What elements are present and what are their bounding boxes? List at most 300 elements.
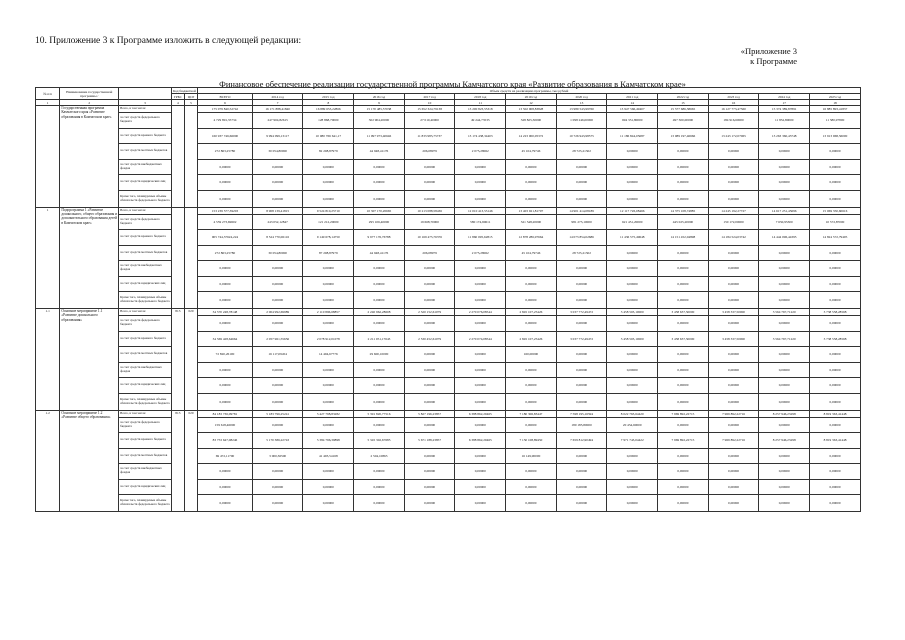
table-row <box>36 245 861 261</box>
year-value: 16 149,90000 <box>506 448 557 464</box>
year-value: 0,00000 <box>354 495 405 512</box>
year-value: 0,00000 <box>252 393 303 410</box>
year-value: 2 320 152,61079 <box>404 309 455 316</box>
year-value: 7 150 108,89450 <box>506 433 557 449</box>
header-year-3: 2016 год <box>354 94 405 100</box>
header-colnum-3: 3 <box>119 100 172 106</box>
year-value: 0,00000 <box>506 159 557 175</box>
year-value: 180 185,80000 <box>556 417 607 433</box>
year-value: 45 104,79746 <box>506 144 557 160</box>
year-value: 3 458 503,10000 <box>607 331 658 347</box>
year-value: 11 833 985,75737 <box>404 128 455 144</box>
year-value: 0,00000 <box>354 190 405 207</box>
year-value: 8 908 139,41815 <box>252 207 303 214</box>
year-value: 0,00000 <box>658 190 709 207</box>
funding-source: Всего, в том числе: <box>119 106 172 113</box>
year-value: 3 738 558,28568 <box>810 309 861 316</box>
funding-source: за счет средств федерального бюджета <box>119 417 172 433</box>
year-value: 0,00000 <box>810 378 861 394</box>
year-value: 0,00000 <box>607 347 658 363</box>
year-value: 0,00000 <box>810 393 861 410</box>
year-value: 0,00000 <box>708 464 759 480</box>
year-value: 0,00000 <box>455 159 506 175</box>
year-value: 27 010,40000 <box>404 113 455 129</box>
year-value: 16 117,09454 <box>252 347 303 363</box>
year-value: 0,00000 <box>708 175 759 191</box>
funding-source: за счет средств внебюджетных фондов <box>119 362 172 378</box>
grbs-code <box>171 207 184 309</box>
funding-source: за счет средств федерального бюджета <box>119 113 172 129</box>
year-value: 0,00000 <box>252 159 303 175</box>
header-volume: Объем средств на реализацию программы, тыс.рублей <box>198 88 861 94</box>
year-value: 14 824 572,79405 <box>810 230 861 246</box>
year-value: 0,00000 <box>607 448 658 464</box>
year-value: 49 244,73535 <box>455 113 506 129</box>
year-value: 9 994 099,13117 <box>252 128 303 144</box>
csr-code: 020 <box>184 410 197 512</box>
year-value: 243 052,12847 <box>252 214 303 230</box>
funding-source: за счет средств федерального бюджета <box>119 214 172 230</box>
year-value: 0,00000 <box>404 316 455 332</box>
year-value: 13 089 197,46666 <box>658 128 709 144</box>
header-year-5: 2018 год <box>455 94 506 100</box>
year-value: 41 493,54168 <box>303 448 354 464</box>
table-row <box>36 190 861 207</box>
year-value: 44 948,41176 <box>354 245 405 261</box>
year-value: 0,00000 <box>455 393 506 410</box>
year-value: 0,00000 <box>708 495 759 512</box>
year-value: 2 211 051,17643 <box>354 331 405 347</box>
year-value: 2 845 107,25426 <box>506 331 557 347</box>
year-value: 0,00000 <box>556 261 607 277</box>
year-value: 0,00000 <box>303 378 354 394</box>
year-value: 206,08979 <box>404 245 455 261</box>
year-value: 0,00000 <box>708 417 759 433</box>
year-value: 10 080 766 641,17 <box>303 128 354 144</box>
year-value: 0,00000 <box>658 362 709 378</box>
year-value: 0,00000 <box>404 347 455 363</box>
year-value: 8 524 770,06116 <box>252 230 303 246</box>
table-row <box>36 175 861 191</box>
table-row <box>36 144 861 160</box>
year-value: 0,00000 <box>354 276 405 292</box>
funding-source: за счет средств краевого бюджета <box>119 128 172 144</box>
year-value: 0,00000 <box>404 479 455 495</box>
year-value: 0,00000 <box>658 464 709 480</box>
year-value: 0,00000 <box>810 448 861 464</box>
year-value: 0,00000 <box>303 276 354 292</box>
year-value: 0,00000 <box>759 448 810 464</box>
year-value: 0,00000 <box>759 347 810 363</box>
year-value: 0,00000 <box>303 261 354 277</box>
total-value: 83 753 647,08246 <box>198 433 253 449</box>
year-value: 0,00000 <box>506 417 557 433</box>
year-value: 7 969 892,22716 <box>708 410 759 417</box>
year-value: 16 171 888,41840 <box>252 106 303 113</box>
year-value: 0,00000 <box>607 159 658 175</box>
year-value: 2 530 452,61079 <box>404 331 455 347</box>
year-value: 0,00000 <box>759 479 810 495</box>
year-value: 0,00000 <box>759 144 810 160</box>
year-value: 0,00000 <box>354 316 405 332</box>
header-year-11: 2024 год <box>759 94 810 100</box>
year-value: 0,00000 <box>810 495 861 512</box>
year-value: 0,00000 <box>658 347 709 363</box>
year-value: 0,00000 <box>708 479 759 495</box>
program-name: Государственная программа Камчатского края «Развитие образования в Камчатском крае» <box>60 106 119 208</box>
program-name: Основное мероприятие 1.2 «Развитие общего образования» <box>60 410 119 512</box>
row-number <box>36 106 60 208</box>
year-value: 1 098 246,00000 <box>556 113 607 129</box>
year-value: 87 208,87979 <box>303 245 354 261</box>
year-value: 9 977 176,76788 <box>354 230 405 246</box>
year-value: 580 174,90611 <box>455 214 506 230</box>
year-value: 3 458 337,50000 <box>708 309 759 316</box>
year-value: 0,00000 <box>607 362 658 378</box>
year-value: 0,00000 <box>658 417 709 433</box>
header-source <box>119 88 172 100</box>
header-colnum-18: 18 <box>810 100 861 106</box>
year-value: 0,00000 <box>708 393 759 410</box>
year-value: 0,00000 <box>404 261 455 277</box>
funding-source: за счет средств внебюджетных фондов <box>119 159 172 175</box>
funding-source: за счет средств юридических лиц <box>119 479 172 495</box>
year-value: 0,00000 <box>455 378 506 394</box>
year-value: 5 345 302,67685 <box>354 433 405 449</box>
table-row <box>36 207 861 214</box>
year-value: 13 989 543,99760 <box>556 106 607 113</box>
year-value: 0,00000 <box>607 316 658 332</box>
year-value: 11 832,80000 <box>759 113 810 129</box>
funding-source: Кроме того, планируемые объемы обязательств федерального бюджета <box>119 393 172 410</box>
year-value: 14 223 000,05372 <box>506 128 557 144</box>
year-value: 0,00000 <box>455 190 506 207</box>
year-value: 0,00000 <box>607 393 658 410</box>
funding-source: за счет средств краевого бюджета <box>119 331 172 347</box>
year-value: 0,00000 <box>506 276 557 292</box>
year-value: 12 010 413,53146 <box>455 207 506 214</box>
program-name: Основное мероприятие 1.1 «Развитие дошкольного образования» <box>60 309 119 411</box>
year-value: 3 000,36500 <box>252 448 303 464</box>
total-value: 0,00000 <box>198 362 253 378</box>
year-value: 8 819 363,41448 <box>810 433 861 449</box>
header-year-4: 2017 год <box>404 94 455 100</box>
year-value: 0,00000 <box>810 316 861 332</box>
year-value: 0,00000 <box>404 417 455 433</box>
financing-table-wrapper <box>35 87 861 512</box>
year-value: 6 388 862,29465 <box>455 410 506 417</box>
total-value: 0,00000 <box>198 292 253 309</box>
year-value: 10 572,87000 <box>810 214 861 230</box>
year-value: 14 444 096,44395 <box>759 230 810 246</box>
table-row <box>36 331 861 347</box>
year-value: 3 037 772,49472 <box>556 309 607 316</box>
table-row <box>36 347 861 363</box>
year-value: 121 212,20000 <box>303 214 354 230</box>
year-value: 7 598 195,16594 <box>556 410 607 417</box>
year-value: 0,00000 <box>303 464 354 480</box>
intro-text: 10. Приложение 3 к Программе изложить в следующей редакции: <box>35 36 302 46</box>
header-year-9: 2022 год <box>658 94 709 100</box>
year-value: 0,00000 <box>759 316 810 332</box>
table-row <box>36 433 861 449</box>
year-value: 0,00000 <box>556 495 607 512</box>
header-num: № п/п <box>36 88 60 100</box>
year-value: 0,00000 <box>506 479 557 495</box>
header-colnum-10: 10 <box>404 100 455 106</box>
year-value: 247 904,82615 <box>252 113 303 129</box>
year-value: 0,00000 <box>455 362 506 378</box>
year-value: 11 436 575,49648 <box>607 230 658 246</box>
table-row <box>36 261 861 277</box>
year-value: 11 580,97800 <box>810 113 861 129</box>
appendix-line-2: к Программе <box>750 55 797 66</box>
funding-source: за счет средств местных бюджетов <box>119 448 172 464</box>
year-value: 0,00000 <box>810 479 861 495</box>
year-value: 0,00000 <box>556 448 607 464</box>
year-value: 0,00000 <box>607 245 658 261</box>
table-row <box>36 128 861 144</box>
year-value: 0,00000 <box>354 464 405 480</box>
year-value: 0,00000 <box>708 316 759 332</box>
year-value: 5 384 796,39898 <box>303 433 354 449</box>
year-value: 0,00000 <box>708 190 759 207</box>
year-value: 0,00000 <box>810 159 861 175</box>
year-value: 621 451,20000 <box>607 214 658 230</box>
year-value: 13 243 172,07065 <box>708 128 759 144</box>
header-colnum-9: 9 <box>354 100 405 106</box>
csr-code <box>184 207 197 309</box>
year-value: 0,00000 <box>810 417 861 433</box>
year-value: 0,00000 <box>658 292 709 309</box>
year-value: 3 458 637,50000 <box>658 331 709 347</box>
year-value: 7 969 892,22715 <box>658 433 709 449</box>
header-colnum-14: 14 <box>607 100 658 106</box>
year-value: 0,00000 <box>354 175 405 191</box>
total-value: 272 863,25780 <box>198 245 253 261</box>
table-row <box>36 393 861 410</box>
year-value: 0,00000 <box>354 378 405 394</box>
table-row <box>36 479 861 495</box>
funding-source: за счет средств юридических лиц <box>119 378 172 394</box>
header-grbs: ГРБС <box>171 94 184 100</box>
funding-source: за счет средств внебюджетных фондов <box>119 464 172 480</box>
year-value: 0,00000 <box>252 316 303 332</box>
year-value: 0,00000 <box>658 495 709 512</box>
year-value: 14 617 231,45696 <box>759 207 810 214</box>
year-value: 0,00000 <box>658 261 709 277</box>
funding-source: за счет средств местных бюджетов <box>119 245 172 261</box>
total-value: 0,00000 <box>198 316 253 332</box>
header-colnum-15: 15 <box>658 100 709 106</box>
year-value: 0,00000 <box>404 362 455 378</box>
year-value: 30 054,80000 <box>252 245 303 261</box>
year-value: 9 524 810,25710 <box>303 207 354 214</box>
year-value: 0,00000 <box>607 378 658 394</box>
year-value: 7 180 306,83447 <box>506 410 557 417</box>
total-value: 272 863,25780 <box>198 144 253 160</box>
table-row <box>36 410 861 417</box>
year-value: 13 502 908,83828 <box>506 106 557 113</box>
year-value: 0,00000 <box>556 292 607 309</box>
header-name: Наименование государственной программы / <box>60 88 119 100</box>
year-value: 0,00000 <box>252 495 303 512</box>
funding-source: Всего, в том числе: <box>119 410 172 417</box>
table-row <box>36 292 861 309</box>
year-value: 0,00000 <box>708 347 759 363</box>
year-value: 0,00000 <box>759 261 810 277</box>
total-value: 0,00000 <box>198 159 253 175</box>
year-value: 0,00000 <box>556 175 607 191</box>
total-value: 159 618,46000 <box>198 417 253 433</box>
year-value: 0,00000 <box>303 417 354 433</box>
year-value: 5 183 796,25241 <box>252 410 303 417</box>
year-value: 0,00000 <box>455 292 506 309</box>
grbs-code: 813 <box>171 309 184 411</box>
year-value: 0,00000 <box>607 144 658 160</box>
header-colnum-13: 13 <box>556 100 607 106</box>
year-value: 14 184 524,03742 <box>708 230 759 246</box>
year-value: 14 151 452,04898 <box>658 230 709 246</box>
year-value: 184 916,60000 <box>708 113 759 129</box>
year-value: 0,00000 <box>455 448 506 464</box>
header-year-1: 2014 год <box>252 94 303 100</box>
total-value: 175 079 840,52742 <box>198 106 253 113</box>
year-value: 0,00000 <box>354 393 405 410</box>
year-value: 0,00000 <box>810 276 861 292</box>
year-value: 0,00000 <box>708 378 759 394</box>
header-colnum-5: 5 <box>184 100 197 106</box>
total-value: 69 472,11700 <box>198 448 253 464</box>
year-value: 15 069 350,60616 <box>810 207 861 214</box>
year-value: 0,00000 <box>303 393 354 410</box>
year-value: 5 671 188,23857 <box>404 433 455 449</box>
year-value: 0,00000 <box>658 159 709 175</box>
year-value: 0,00000 <box>607 464 658 480</box>
year-value: 14 901 414,08189 <box>556 207 607 214</box>
year-value: 8 022 763,64420 <box>607 410 658 417</box>
year-value: 8 257 946,23298 <box>759 433 810 449</box>
year-value: 7 650,95300 <box>759 214 810 230</box>
header-year-8: 2021 год <box>607 94 658 100</box>
csr-code: 020 <box>184 309 197 411</box>
year-value: 0,00000 <box>354 479 405 495</box>
year-value: 0,00000 <box>658 479 709 495</box>
year-value: 0,00000 <box>556 276 607 292</box>
year-value: 0,00000 <box>759 378 810 394</box>
year-value: 0,00000 <box>810 175 861 191</box>
funding-source: за счет средств краевого бюджета <box>119 433 172 449</box>
total-value: 84 183 736,09781 <box>198 410 253 417</box>
year-value: 8 257 946,23298 <box>759 410 810 417</box>
year-value: 0,00000 <box>404 190 455 207</box>
year-value: 82 208,87979 <box>303 144 354 160</box>
funding-source: Кроме того, планируемые объемы обязательств федерального бюджета <box>119 190 172 207</box>
year-value: 0,00000 <box>708 276 759 292</box>
year-value: 0,00000 <box>810 245 861 261</box>
total-value: 160 937 746,66000 <box>198 128 253 144</box>
year-value: 0,00000 <box>810 144 861 160</box>
header-colnum-16: 16 <box>708 100 759 106</box>
year-value: 0,00000 <box>810 292 861 309</box>
year-value: 0,00000 <box>759 495 810 512</box>
year-value: 0,00000 <box>455 495 506 512</box>
year-value: 14 375 108,74885 <box>658 207 709 214</box>
year-value: 0,00000 <box>354 159 405 175</box>
year-value: 0,00000 <box>556 378 607 394</box>
total-value: 34 569 428,64664 <box>198 331 253 347</box>
year-value: 0,00000 <box>354 417 405 433</box>
year-value: 0,00000 <box>303 362 354 378</box>
year-value: 16 885 893,41837 <box>810 106 861 113</box>
year-value: 0,00000 <box>708 362 759 378</box>
year-value: 0,00000 <box>252 378 303 394</box>
year-value: 0,00000 <box>607 276 658 292</box>
year-value: 0,00000 <box>455 276 506 292</box>
header-cs: ЦСР <box>184 94 197 100</box>
row-number: 1 <box>36 207 60 309</box>
year-value: 15 170 485,57038 <box>354 106 405 113</box>
year-value: 12 878 286,97664 <box>506 230 557 246</box>
year-value: 0,00000 <box>404 292 455 309</box>
year-value: 0,00000 <box>658 448 709 464</box>
year-value: 0,00000 <box>303 316 354 332</box>
year-value: 20 454,60000 <box>607 417 658 433</box>
funding-source: Всего, в том числе: <box>119 309 172 316</box>
year-value: 3 037 772,49472 <box>556 331 607 347</box>
year-value: 0,00000 <box>607 175 658 191</box>
year-value: 3 738 558,28568 <box>810 331 861 347</box>
year-value: 7 971 743,04422 <box>607 433 658 449</box>
total-value: 0,00000 <box>198 190 253 207</box>
header-codes: Код бюджетной <box>173 88 196 93</box>
year-value: 0,00000 <box>708 292 759 309</box>
year-value: 13 913 968,56000 <box>810 128 861 144</box>
year-value: 0,00000 <box>252 362 303 378</box>
year-value: 0,00000 <box>303 479 354 495</box>
header-colnum-8: 8 <box>303 100 354 106</box>
total-value: 0,00000 <box>198 495 253 512</box>
year-value: 5 427 798,83282 <box>303 410 354 417</box>
year-value: 0,00000 <box>556 347 607 363</box>
year-value: 3 564 767,71220 <box>759 331 810 347</box>
year-value: 0,00000 <box>404 378 455 394</box>
document-title: Финансовое обеспечение реализации государственной программы Камчатского края «Развитие образования в Камчатском крае» <box>219 79 686 89</box>
header-year-7: 2020 год <box>556 94 607 100</box>
year-value: 0,00000 <box>759 417 810 433</box>
year-value: 0,00000 <box>455 347 506 363</box>
header-year-10: 2023 год <box>708 94 759 100</box>
year-value: 0,00000 <box>404 393 455 410</box>
year-value: 206,08979 <box>404 144 455 160</box>
year-value: 0,00000 <box>303 292 354 309</box>
year-value: 0,00000 <box>404 175 455 191</box>
year-value: 0,00000 <box>455 261 506 277</box>
year-value: 981 273,10000 <box>556 214 607 230</box>
year-value: 0,00000 <box>607 261 658 277</box>
funding-source: Кроме того, планируемые объемы обязательств федерального бюджета <box>119 495 172 512</box>
year-value: 0,00000 <box>506 393 557 410</box>
year-value: 8 819 363,41448 <box>810 410 861 417</box>
year-value: 302 904,20000 <box>354 113 405 129</box>
year-value: 2 110 896,68857 <box>303 309 354 316</box>
table-row <box>36 214 861 230</box>
year-value: 0,00000 <box>303 190 354 207</box>
total-value: 905 744,37624,224 <box>198 230 253 246</box>
year-value: 11 097 973,40646 <box>354 128 405 144</box>
year-value: 30 054,80000 <box>252 144 303 160</box>
year-value: 28 725,21502 <box>556 144 607 160</box>
